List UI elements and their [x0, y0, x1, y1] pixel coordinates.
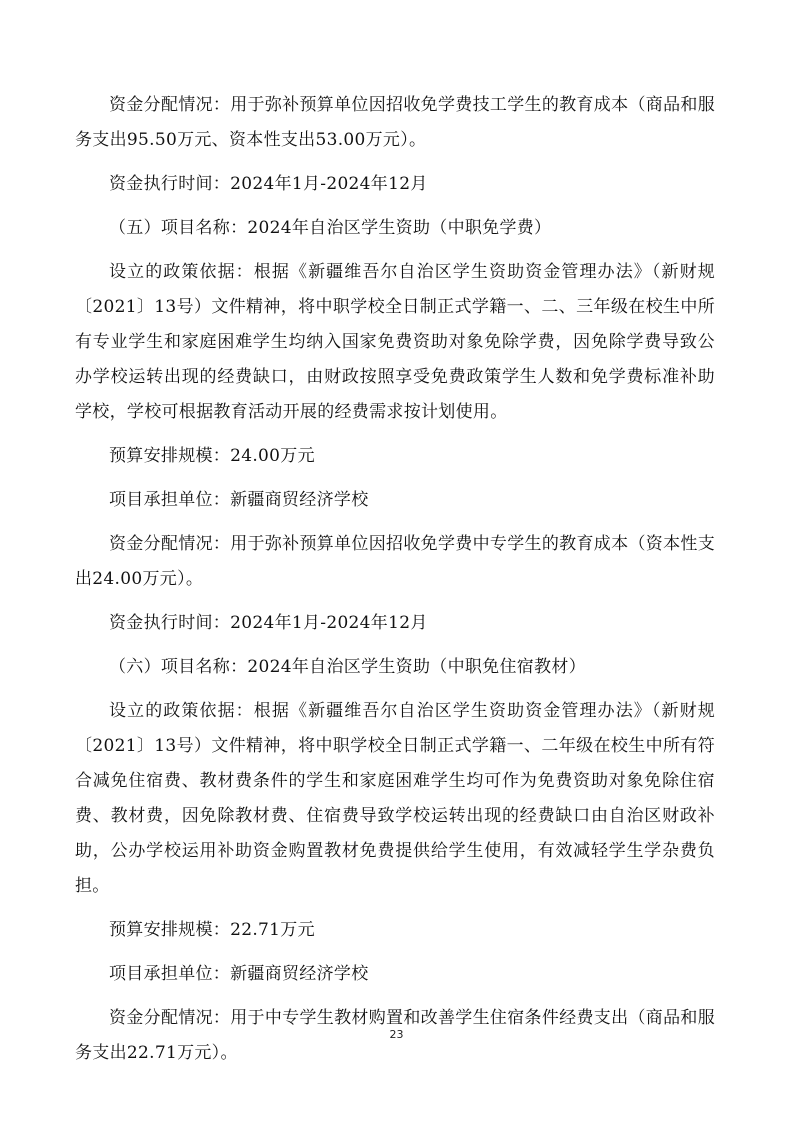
paragraph-budget-scale-5: 预算安排规模：24.00万元 [109, 446, 315, 466]
project-6-heading: （六）项目名称：2024年自治区学生资助（中职免住宿教材） [109, 657, 586, 677]
paragraph-fund-allocation-5: 资金分配情况：用于弥补预算单位因招收免学费中专学生的教育成本（资本性支出24.00万元）。 [75, 534, 715, 589]
paragraph-policy-basis-6: 设立的政策依据：根据《新疆维吾尔自治区学生资助资金管理办法》（新财规〔2021〕13号）文件精神，将中职学校全日制正式学籍一、二年级在校生中所有符合减免住宿费、教材费条件的学生和家庭困难学生均可作为免费资助对象免除住宿费、教材费，因免除教材费、住宿费导致学校运转出现的经费缺口由自治区财政补助，公办学校运用补助资金购置教材免费提供给学生使用，有效减轻学生学杂费负担。 [75, 701, 715, 896]
page-number: 23 [389, 1028, 404, 1041]
project-5-heading: （五）项目名称：2024年自治区学生资助（中职免学费） [109, 218, 552, 238]
paragraph-fund-allocation-6: 资金分配情况：用于中专学生教材购置和改善学生住宿条件经费支出（商品和服务支出22.71万元）。 [75, 1008, 715, 1063]
document-body [75, 88, 715, 1080]
paragraph-undertaking-unit-6: 项目承担单位：新疆商贸经济学校 [109, 964, 369, 984]
paragraph-execution-time-5: 资金执行时间：2024年1月-2024年12月 [109, 613, 428, 633]
paragraph-policy-basis-5: 设立的政策依据：根据《新疆维吾尔自治区学生资助资金管理办法》（新财规〔2021〕13号）文件精神，将中职学校全日制正式学籍一、二、三年级在校生中所有专业学生和家庭困难学生均纳入国家免费资助对象免除学费，因免除学费导致公办学校运转出现的经费缺口，由财政按照享受免费政策学生人数和免学费标准补助学校，学校可根据教育活动开展的经费需求按计划使用。 [75, 262, 715, 422]
paragraph-undertaking-unit-5: 项目承担单位：新疆商贸经济学校 [109, 490, 369, 510]
paragraph-fund-allocation-4: 资金分配情况：用于弥补预算单位因招收免学费技工学生的教育成本（商品和服务支出95.50万元、资本性支出53.00万元）。 [75, 95, 715, 150]
paragraph-budget-scale-6: 预算安排规模：22.71万元 [109, 920, 315, 940]
paragraph-execution-time-4: 资金执行时间：2024年1月-2024年12月 [109, 174, 428, 194]
